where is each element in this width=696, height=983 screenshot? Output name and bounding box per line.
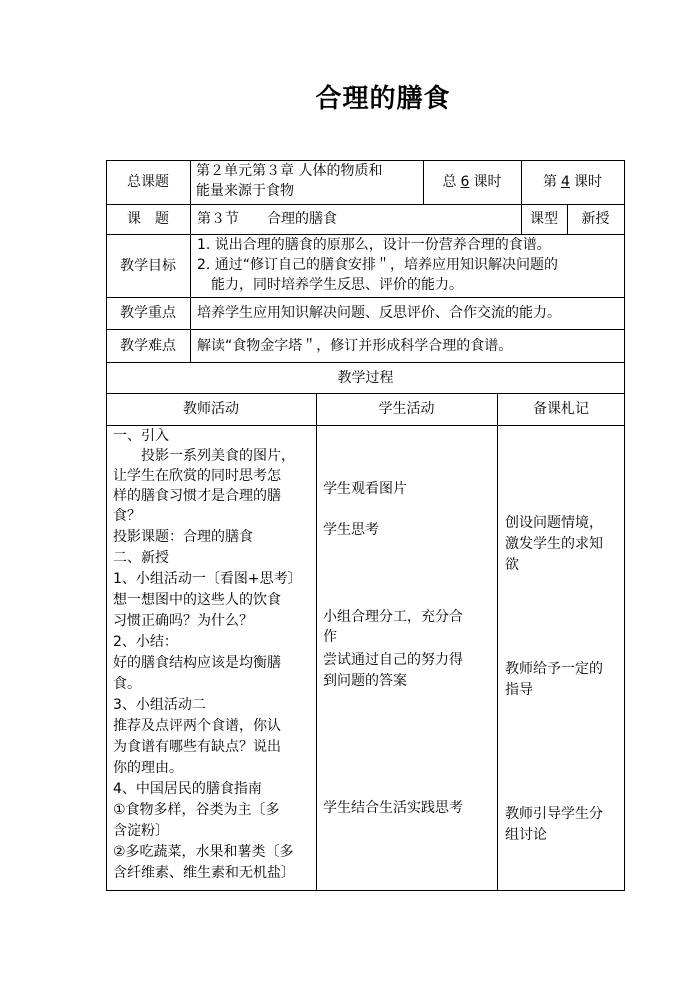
teacher-line: 你的理由。 [113, 760, 183, 776]
chapter-line: 能量来源于食物 [196, 183, 294, 199]
teacher-line: 投影一系列美食的图片， [113, 448, 295, 464]
total-hours [423, 160, 521, 204]
student-activity-header: 学生活动 [378, 401, 435, 417]
teacher-line: 好的膳食结构应该是均衡膳 [113, 655, 281, 671]
student-activity-item: 小组合理分工，充分合 [323, 609, 463, 625]
teacher-line: 食。 [113, 676, 141, 692]
teacher-line: 1、小组活动一〔看图+思考〕 [113, 571, 302, 587]
student-activity-item: 到问题的答案 [323, 673, 407, 689]
teacher-line: 二、新授 [113, 550, 169, 566]
process-header: 教学过程 [337, 369, 394, 386]
teacher-line: 样的膳食习惯才是合理的膳 [113, 488, 281, 504]
notes-item: 激发学生的求知 [505, 536, 603, 552]
goals-text [197, 235, 621, 295]
notes-item: 教师引导学生分 [505, 806, 603, 822]
nth-prefix: 第 [543, 174, 558, 190]
teacher-line: 习惯正确吗？为什么？ [113, 613, 253, 629]
teacher-line: 让学生在欣赏的同时思考怎 [113, 468, 281, 484]
notes-header: 备课札记 [533, 401, 589, 417]
student-activity-item: 作 [323, 629, 337, 645]
notes-item: 教师给予一定的 [505, 661, 603, 677]
label-difficulty: 教学难点 [120, 337, 176, 354]
total-suffix: 课时 [473, 174, 502, 190]
teacher-line: 推荐及点评两个食谱，你认 [113, 718, 281, 734]
teacher-line: 想一想图中的这些人的饮食 [113, 592, 281, 608]
key-points-text: 培养学生应用知识解决问题、反思评价、合作交流的能力。 [197, 305, 561, 321]
teacher-activity [113, 426, 313, 884]
notes-item: 指导 [505, 682, 533, 698]
goal-line: 1. 说出合理的膳食的原那么，设计一份营养合理的食谱。 [197, 237, 551, 253]
lesson-type-label: 课型 [530, 211, 558, 227]
table-line [316, 393, 317, 890]
student-activity-item: 学生结合生活实践思考 [323, 800, 463, 816]
table-line [190, 160, 191, 362]
label-topic: 课 题 [127, 211, 169, 227]
label-goals: 教学目标 [120, 257, 176, 274]
label-general-topic: 总课题 [127, 174, 169, 190]
notes-item: 组讨论 [505, 827, 547, 843]
teacher-line: 投影课题：合理的膳食 [113, 529, 253, 545]
label-key-points: 教学重点 [120, 305, 176, 321]
teacher-line: 3、小组活动二 [113, 697, 206, 713]
total-prefix: 总 [442, 174, 457, 190]
difficulty-text: 解读“食物金字塔＂，修订并形成科学合理的食谱。 [197, 337, 513, 354]
table-line [106, 890, 625, 891]
teacher-line: 一、引入 [113, 428, 169, 444]
section-title: 第３节 合理的膳食 [197, 211, 337, 227]
current-hour [521, 160, 624, 204]
notes-item: 创设问题情境， [505, 515, 603, 531]
table-line [497, 393, 498, 890]
teacher-line: 食？ [113, 508, 141, 524]
chapter-line: 第２单元第３章 人体的物质和 [196, 163, 383, 179]
teacher-line: 4、中国居民的膳食指南 [113, 781, 262, 797]
student-activity-item: 学生思考 [323, 522, 379, 538]
nth-suffix: 课时 [573, 174, 602, 190]
page-title: 合理的膳食 [315, 84, 451, 114]
teacher-line: 为食谱有哪些有缺点？说出 [113, 739, 281, 755]
goal-line: 2. 通过“修订自己的膳食安排＂，培养应用知识解决问题的 [197, 257, 559, 273]
teacher-line: 2、小结： [113, 634, 178, 650]
teacher-activity-header: 教师活动 [183, 401, 239, 417]
teacher-line: 含淀粉〕 [113, 823, 169, 839]
teacher-line: ①食物多样，谷类为主〔多 [113, 802, 280, 818]
lesson-type-value: 新授 [581, 211, 610, 227]
student-activity-item: 学生观看图片 [323, 481, 407, 497]
teacher-line: ②多吃蔬菜，水果和薯类〔多 [113, 844, 294, 860]
nth-value: 4 [561, 174, 570, 190]
student-activity-item: 尝试通过自己的努力得 [323, 652, 463, 668]
goal-line: 能力，同时培养学生反思、评价的能力。 [197, 277, 463, 293]
teacher-line: 含纤维素、维生素和无机盐〕 [113, 865, 295, 881]
table-line [624, 160, 625, 891]
chapter-cell [196, 161, 422, 204]
total-value: 6 [460, 174, 470, 190]
notes-item: 欲 [505, 557, 519, 573]
